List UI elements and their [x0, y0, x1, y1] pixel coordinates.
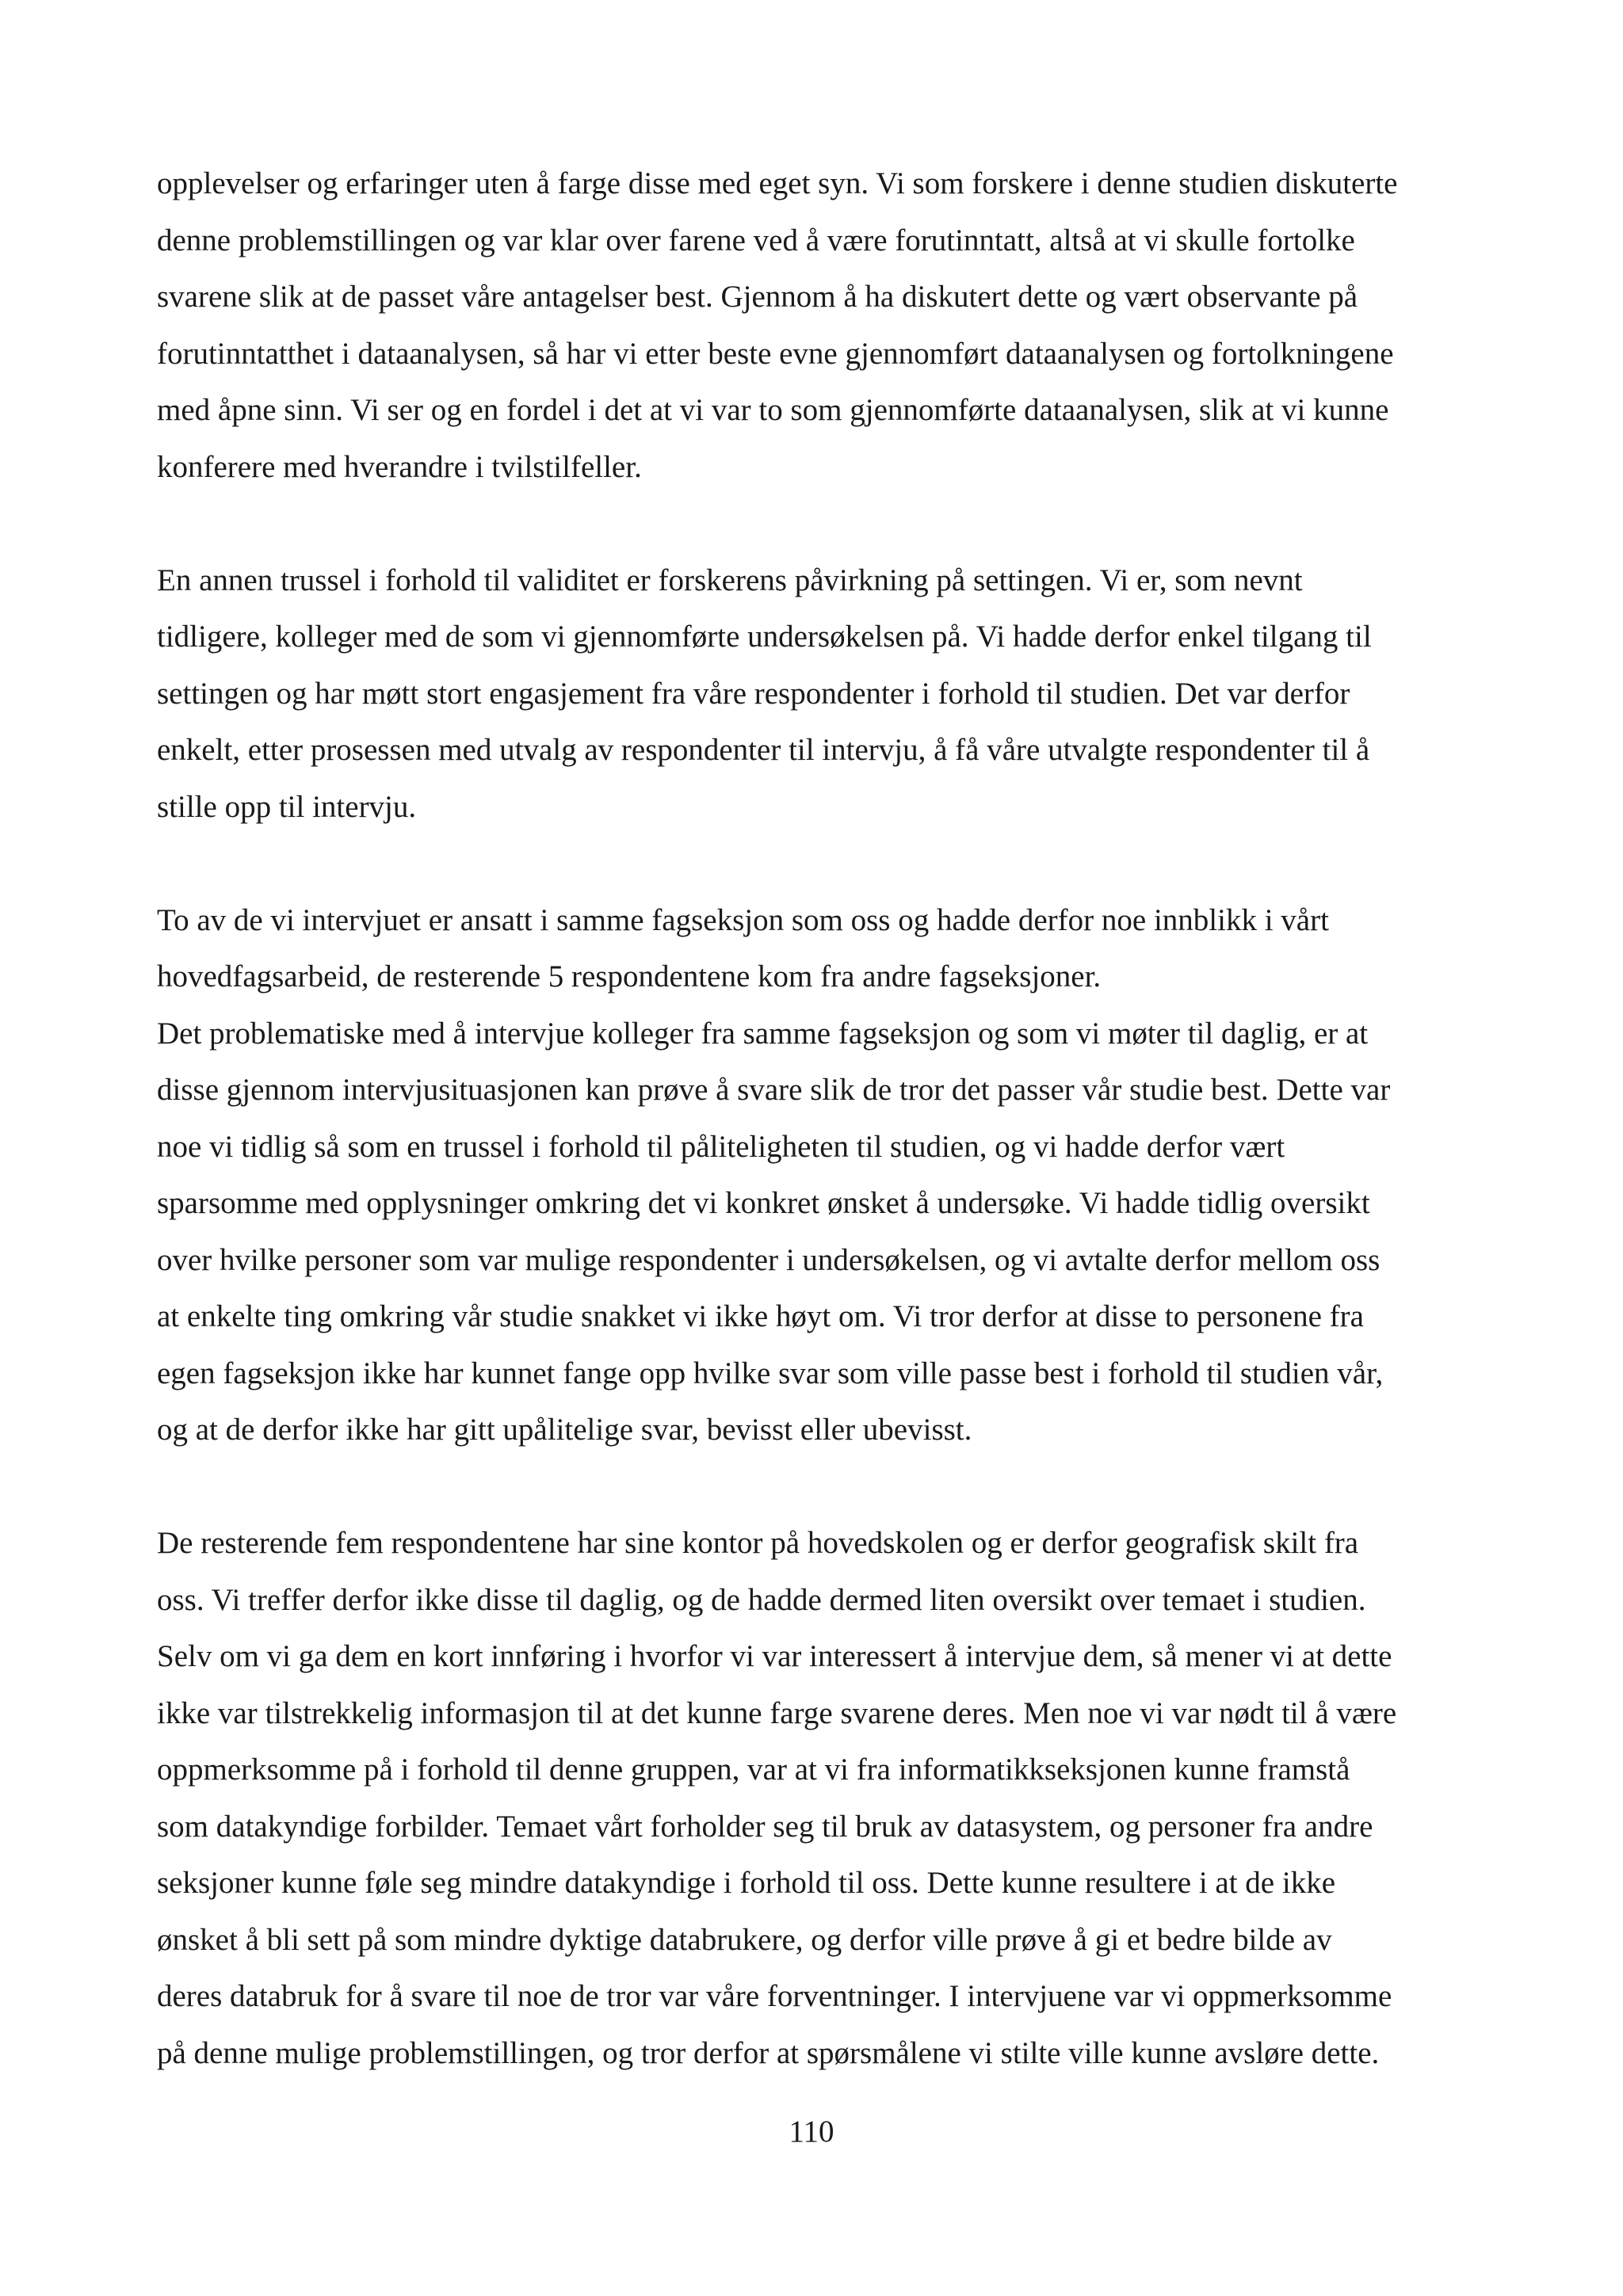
text-line: deres databruk for å svare til noe de tror var våre forventninger. I intervjuene var vi oppmerksomme	[157, 1979, 1392, 2013]
page-number: 110	[789, 2115, 834, 2149]
text-line: oss. Vi treffer derfor ikke disse til daglig, og de hadde dermed liten oversikt over temaet i studien.	[157, 1582, 1366, 1617]
text-line: forutinntatthet i dataanalysen, så har vi etter beste evne gjennomført dataanalysen og fortolkningene	[157, 336, 1394, 371]
text-line: En annen trussel i forhold til validitet er forskerens påvirkning på settingen. Vi er, som nevnt	[157, 563, 1303, 597]
text-line: ikke var tilstrekkelig informasjon til at det kunne farge svarene deres. Men noe vi var nødt til å være	[157, 1695, 1397, 1730]
text-line: noe vi tidlig så som en trussel i forhold til påliteligheten til studien, og vi hadde derfor vært	[157, 1129, 1285, 1164]
text-line: med åpne sinn. Vi ser og en fordel i det at vi var to som gjennomførte dataanalysen, slik at vi kunne	[157, 393, 1389, 427]
text-line: som datakyndige forbilder. Temaet vårt forholder seg til bruk av datasystem, og personer fra andre	[157, 1809, 1373, 1844]
text-line: disse gjennom intervjusituasjonen kan prøve å svare slik de tror det passer vår studie best. Dette var	[157, 1073, 1391, 1107]
text-line: at enkelte ting omkring vår studie snakket vi ikke høyt om. Vi tror derfor at disse to personene fra	[157, 1299, 1364, 1333]
text-line: og at de derfor ikke har gitt upålitelige svar, bevisst eller ubevisst.	[157, 1413, 972, 1447]
paragraph-4	[157, 1005, 1488, 1459]
text-line: Det problematiske med å intervjue kolleger fra samme fagseksjon og som vi møter til daglig, er at	[157, 1016, 1369, 1051]
body-text	[157, 155, 1488, 2081]
text-line: konferere med hverandre i tvilstilfeller.	[157, 449, 642, 484]
paragraph-5	[157, 1515, 1488, 2081]
text-line: over hvilke personer som var mulige respondenter i undersøkelsen, og vi avtalte derfor mellom oss	[157, 1242, 1381, 1277]
paragraph-2	[157, 552, 1488, 836]
text-line: svarene slik at de passet våre antagelser best. Gjennom å ha diskutert dette og vært observante på	[157, 280, 1358, 314]
text-line: De resterende fem respondentene har sine kontor på hovedskolen og er derfor geografisk skilt fra	[157, 1526, 1359, 1560]
text-line: Selv om vi ga dem en kort innføring i hvorfor vi var interessert å intervjue dem, så mener vi at dette	[157, 1639, 1392, 1673]
text-line: sparsomme med opplysninger omkring det vi konkret ønsket å undersøke. Vi hadde tidlig oversikt	[157, 1186, 1370, 1220]
text-line: settingen og har møtt stort engasjement fra våre respondenter i forhold til studien. Det var derfor	[157, 676, 1350, 711]
text-line: enkelt, etter prosessen med utvalg av respondenter til intervju, å få våre utvalgte respondenter til å	[157, 733, 1370, 767]
text-line: egen fagseksjon ikke har kunnet fange opp hvilke svar som ville passe best i forhold til studien vår,	[157, 1356, 1384, 1390]
paragraph-spacer	[157, 835, 1488, 892]
paragraph-3	[157, 892, 1488, 1005]
paragraph-spacer	[157, 495, 1488, 552]
paragraph-1	[157, 155, 1488, 495]
text-line: To av de vi intervjuet er ansatt i samme fagseksjon som oss og hadde derfor noe innblikk i vårt	[157, 902, 1329, 937]
text-line: oppmerksomme på i forhold til denne gruppen, var at vi fra informatikkseksjonen kunne framstå	[157, 1753, 1350, 1787]
text-line: tidligere, kolleger med de som vi gjennomførte undersøkelsen på. Vi hadde derfor enkel tilgang til	[157, 620, 1372, 654]
text-line: denne problemstillingen og var klar over farene ved å være forutinntatt, altså at vi skulle fortolke	[157, 223, 1355, 257]
text-line: seksjoner kunne føle seg mindre datakyndige i forhold til oss. Dette kunne resultere i at de ikke	[157, 1866, 1336, 1900]
text-line: ønsket å bli sett på som mindre dyktige databrukere, og derfor ville prøve å gi et bedre bilde av	[157, 1922, 1332, 1957]
text-line: stille opp til intervju.	[157, 789, 417, 824]
text-line: på denne mulige problemstillingen, og tror derfor at spørsmålene vi stilte ville kunne avsløre dette.	[157, 2035, 1380, 2070]
text-line: hovedfagsarbeid, de resterende 5 respondentene kom fra andre fagseksjoner.	[157, 959, 1102, 994]
paragraph-spacer	[157, 1459, 1488, 1516]
text-line: opplevelser og erfaringer uten å farge disse med eget syn. Vi som forskere i denne studien diskuterte	[157, 166, 1398, 200]
